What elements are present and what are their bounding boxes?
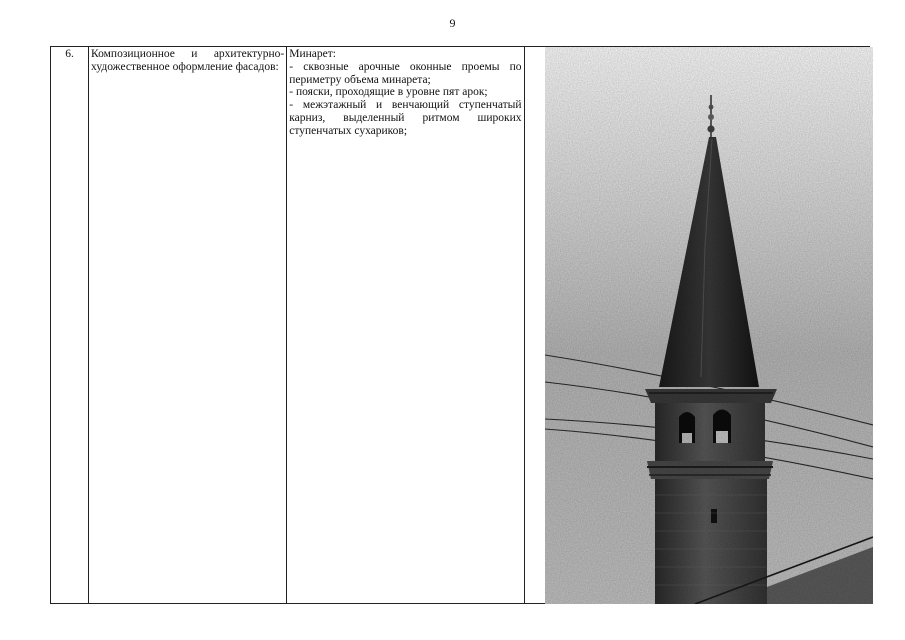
description-item: - сквозные арочные оконные проемы по периметру объема минарета;	[289, 60, 522, 86]
row-title: Композиционное и архитектурно-художественное оформление фасадов:	[89, 47, 287, 604]
description-item: - пояски, проходящие в уровне пят арок;	[289, 86, 488, 99]
minaret-photo	[545, 47, 873, 604]
table-row	[51, 47, 870, 604]
description-item: - межэтажный и венчающий ступенчатый карниз, выделенный ритмом широких ступенчатых сухариков;	[289, 99, 522, 137]
features-table	[50, 46, 870, 604]
page-number: 9	[449, 16, 456, 30]
description-heading: Минарет:	[289, 48, 336, 60]
photo-cell	[524, 47, 869, 604]
row-description	[287, 47, 524, 604]
row-number: 6.	[51, 47, 89, 604]
